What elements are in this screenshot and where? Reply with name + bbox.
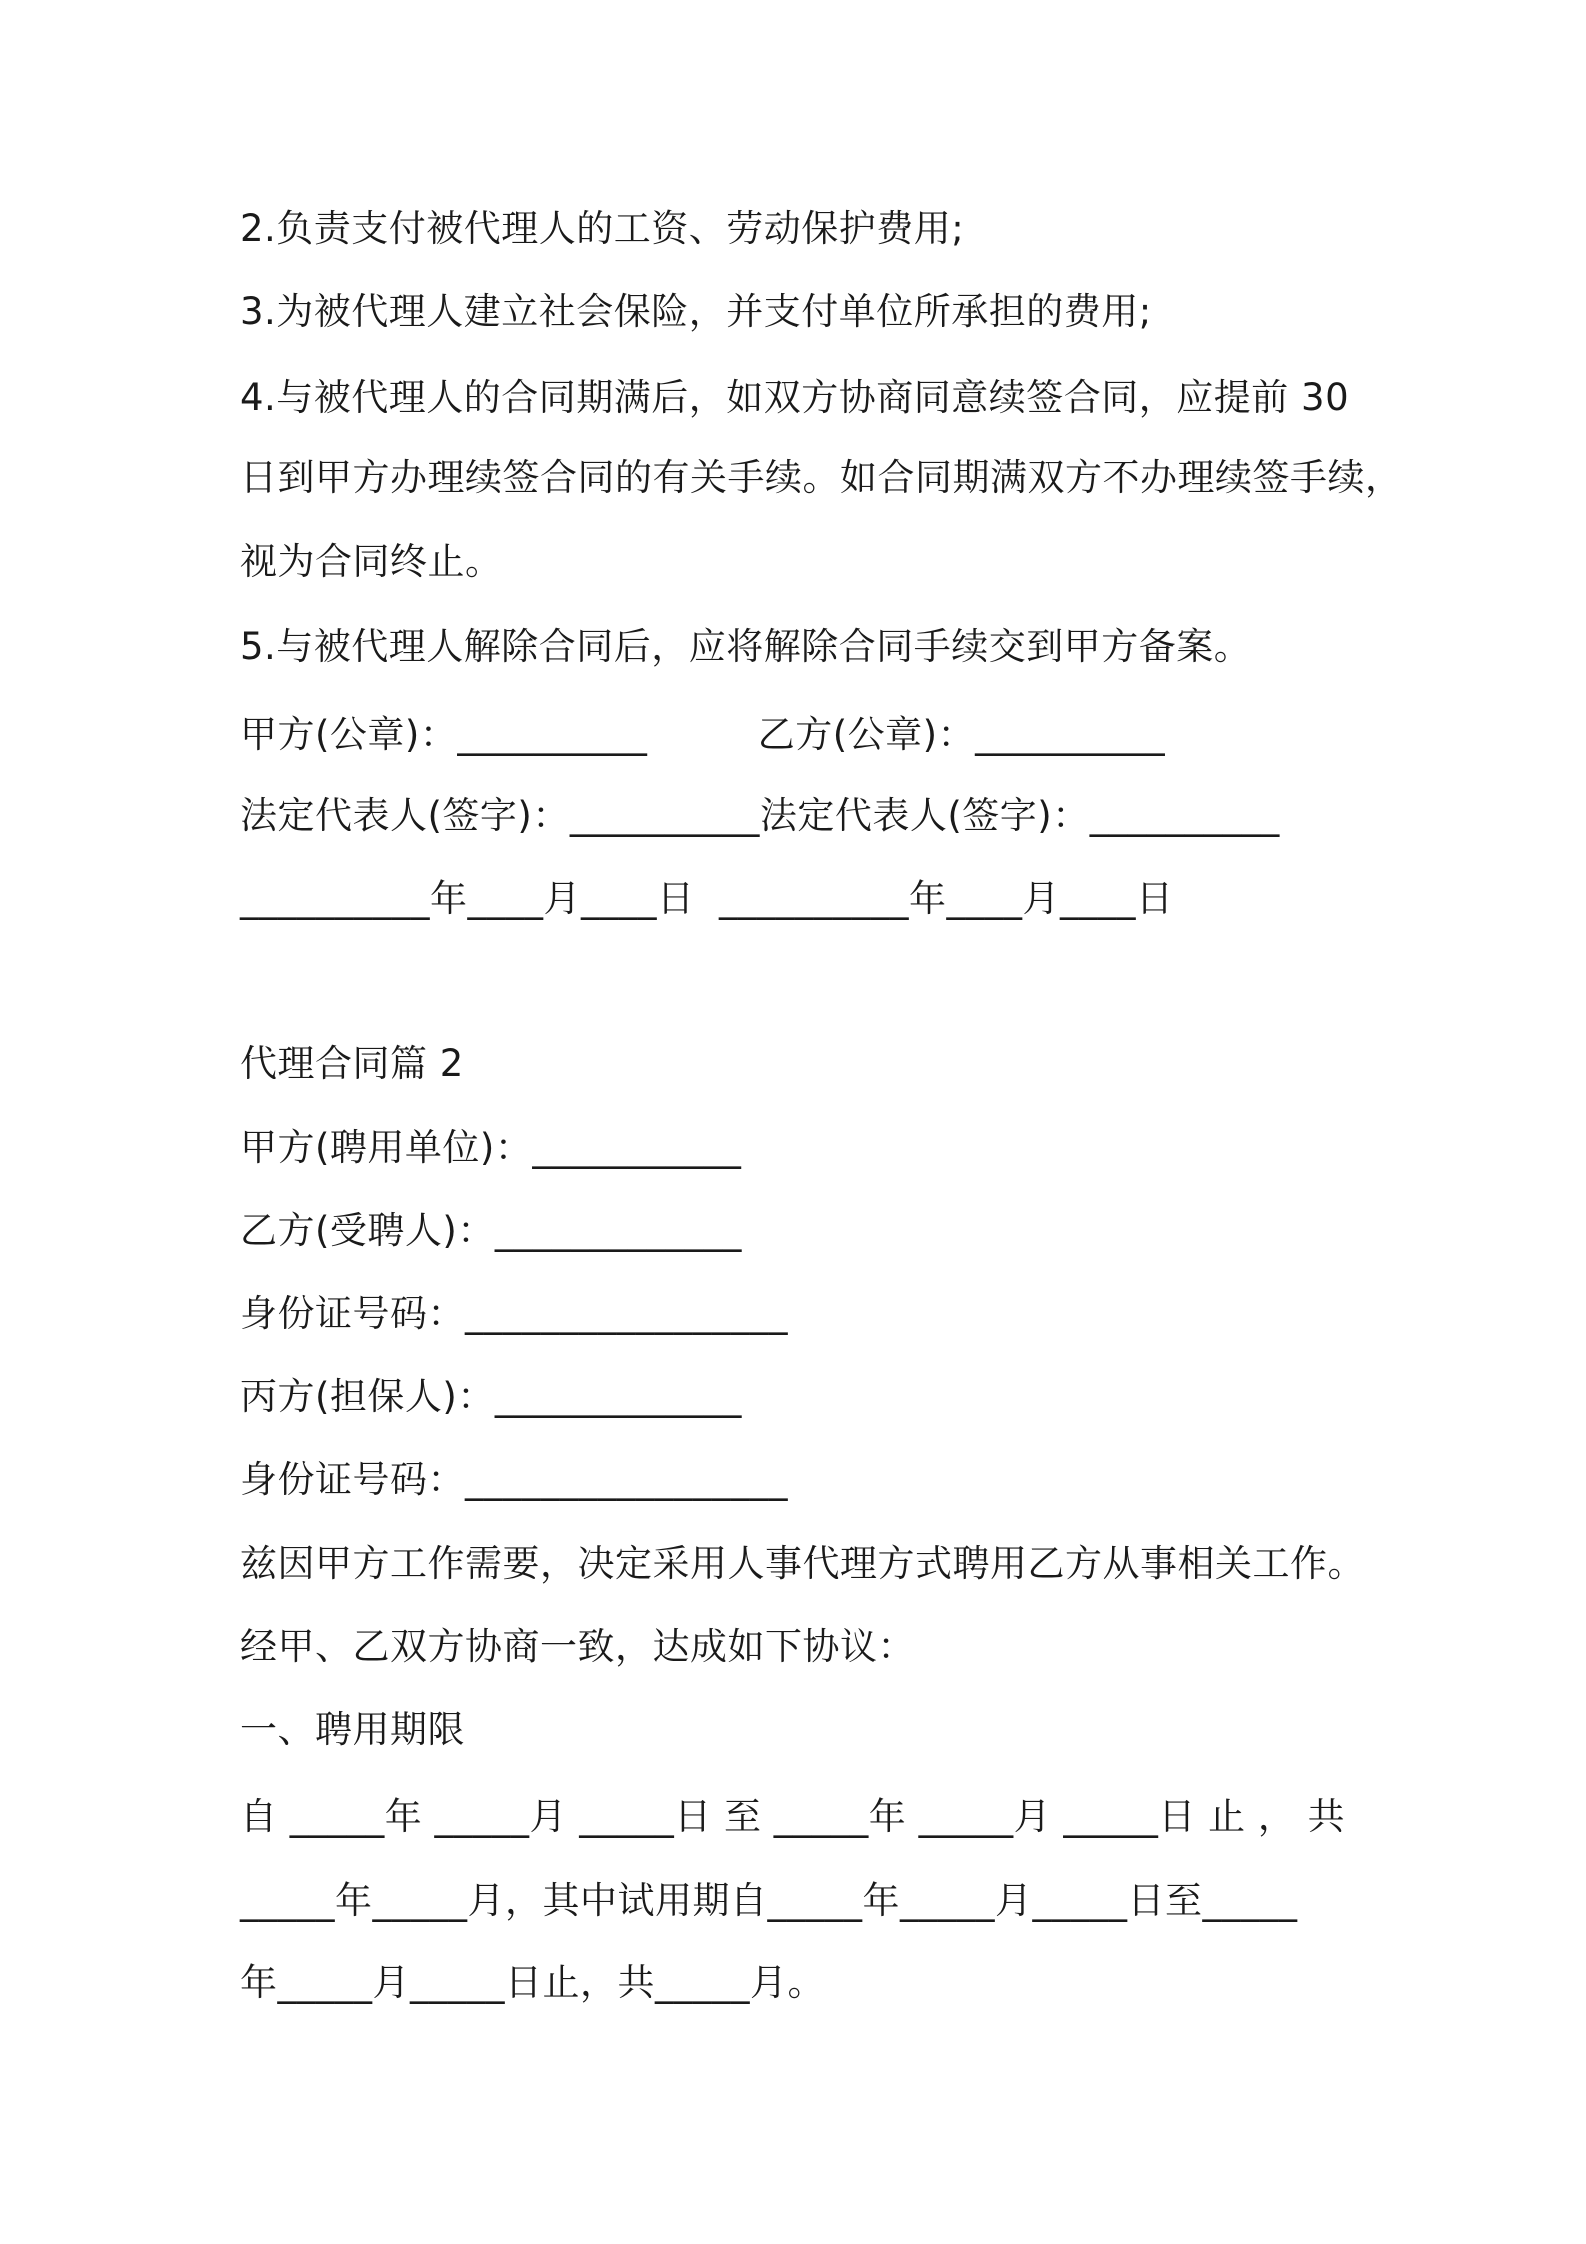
party-b-id-field: 身份证号码：_________________ xyxy=(240,1292,788,1335)
clause-4-line-1: 4.与被代理人的合同期满后，如双方协商同意续签合同，应提前 30 xyxy=(240,376,1350,419)
seal-line: 甲方(公章)：__________ 乙方(公章)：__________ xyxy=(240,713,1166,756)
party-b-field: 乙方(受聘人)：_____________ xyxy=(240,1209,742,1252)
clause-4-line-2: 日到甲方办理续签合同的有关手续。如合同期满双方不办理续签手续， xyxy=(240,456,1403,499)
clause-5: 5.与被代理人解除合同后，应将解除合同手续交到甲方备案。 xyxy=(240,625,1252,668)
clause-4-line-3: 视为合同终止。 xyxy=(240,540,503,583)
heading-term: 一、聘用期限 xyxy=(240,1708,465,1751)
preamble-line-2: 经甲、乙双方协商一致，达成如下协议： xyxy=(240,1625,915,1668)
party-a-field: 甲方(聘用单位)：___________ xyxy=(240,1126,742,1169)
section-title: 代理合同篇 2 xyxy=(240,1042,464,1085)
date-line: __________年____月____日 __________年____月____日 xyxy=(240,877,1174,920)
term-line-1: 自 _____年 _____月 _____日 至 _____年 _____月 _____日 止 ， 共 xyxy=(240,1795,1346,1838)
clause-2: 2.负责支付被代理人的工资、劳动保护费用; xyxy=(240,207,965,250)
signature-line: 法定代表人(签字)：__________法定代表人(签字)：__________ xyxy=(240,794,1280,837)
party-c-field: 丙方(担保人)：_____________ xyxy=(240,1375,742,1418)
term-line-2: _____年_____月，其中试用期自_____年_____月_____日至_____ xyxy=(240,1879,1298,1922)
party-c-id-field: 身份证号码：_________________ xyxy=(240,1458,788,1501)
clause-3: 3.为被代理人建立社会保险，并支付单位所承担的费用; xyxy=(240,290,1152,333)
term-line-3: 年_____月_____日止，共_____月。 xyxy=(240,1961,825,2004)
preamble-line-1: 兹因甲方工作需要，决定采用人事代理方式聘用乙方从事相关工作。 xyxy=(240,1542,1365,1585)
